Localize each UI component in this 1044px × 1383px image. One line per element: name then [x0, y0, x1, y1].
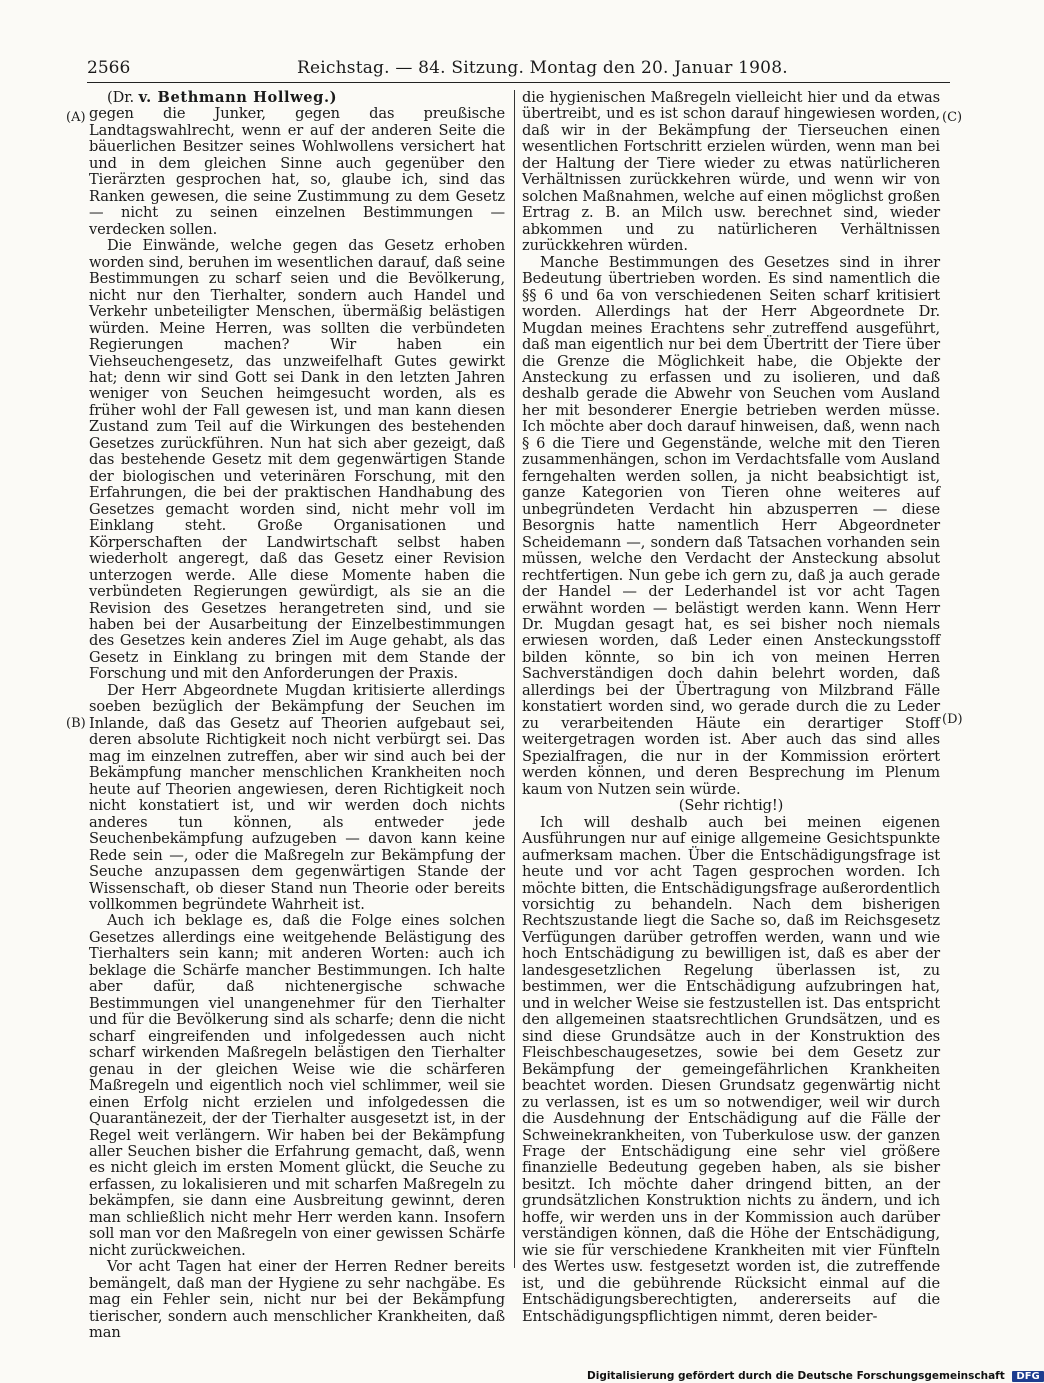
- paragraph: Ich will deshalb auch bei meinen eigenen Ausführungen nur auf einige allgemeine Gesichtspunkte aufmerksam machen. Über die Entschädigungsfrage ist heute und vor acht Tagen gesprochen worden. Ich möchte bitten, die Entschädigungsfrage außerordentlich vorsichtig zu behandeln. Nach dem bisherigen Rechtszustande liegt die Sache so, daß im Reichsgesetz Verfügungen darüber getroffen werden, wann und wie hoch Entschädigung zu bewilligen ist, daß es aber der landesgesetzlichen Regelung überlassen ist, zu bestimmen, wer die Entschädigung aufzubringen hat, und in welcher Weise sie festzustellen ist. Das entspricht den allgemeinen staatsrechtlichen Grundsätzen, und es sind diese Grundsätze auch in der Konstruktion des Fleischbeschaugesetzes, sowie bei dem Gesetz zur Bekämpfung der gemeingefährlichen Krankheiten beachtet worden. Diesen Grundsatz gegenwärtig nicht zu verlassen, ist es um so notwendiger, weil wir durch die Ausdehnung der Entschädigung auf die Fälle der Schweinekrankheiten, von Tuberkulose usw. der ganzen Frage der Entschädigung eine sehr viel größere finanzielle Bedeutung gegeben haben, als sie bisher besitzt. Ich möchte daher dringend bitten, an der grundsätzlichen Konstruktion nichts zu ändern, und ich hoffe, wir werden uns in der Kommission auch darüber verständigen können, daß die Höhe der Entschädigung, wie sie für verschiedene Krankheiten mit vier Fünfteln des Wertes usw. festgesetzt worden ist, die zutreffende ist, und die gebührende Rücksicht einmal auf die Entschädigungsberechtigten, andererseits auf die Entschädigungspflichtigen nimmt, deren beider-: [522, 813, 940, 1325]
- interjection: (Sehr richtig!): [678, 797, 784, 815]
- paragraph: Der Herr Abgeordnete Mugdan kritisierte allerdings soeben bezüglich der Bekämpfung der Seuchen im Inlande, daß das Gesetz auf Theorien aufgebaut sei, deren absolute Richtigkeit noch nicht verbürgt sei. Das mag im einzelnen zutreffen, aber wir sind auch bei der Bekämpfung mancher menschlichen Krankheiten noch heute auf Theorien angewiesen, deren Richtigkeit noch nicht konstatiert ist, und wir werden doch nichts anderes tun können, als entweder jede Seuchenbekämpfung aufzugeben — davon kann keine Rede sein —, oder die Maßregeln zur Bekämpfung der Seuche anzupassen dem gegenwärtigen Stande der Wissenschaft, ob dieser Stand nun Theorie oder bereits vollkommen begründete Wahrheit ist.: [89, 681, 505, 913]
- paragraph: Vor acht Tagen hat einer der Herren Redner bereits bemängelt, daß man der Hygiene zu sehr nachgäbe. Es mag ein Fehler sein, nicht nur bei der Bekämpfung tierischer, sondern auch menschlicher Krankheiten, daß man: [89, 1258, 505, 1342]
- speaker-prefix: (Dr.: [107, 89, 135, 106]
- left-column: [89, 90, 505, 1342]
- page-number: 2566: [87, 58, 131, 78]
- paragraph: die hygienischen Maßregeln vielleicht hier und da etwas übertreibt, und es ist schon darauf hingewiesen worden, daß wir in der Bekämpfung der Tierseuchen einen wesentlichen Fortschritt erzielen würden, wenn man bei der Haltung der Tiere wieder zu etwas natürlicheren Verhältnissen zurückkehren würde, und wenn wir von solchen Maßnahmen, welche auf einen möglichst großen Ertrag z. B. an Milch usw. berechnet sind, wieder abkommen und zu natürlicheren Verhältnissen zurückkehren würden.: [522, 89, 940, 255]
- page-title: Reichstag. — 84. Sitzung. Montag den 20. Januar 1908.: [297, 58, 788, 78]
- dfg-logo: DFG: [1012, 1371, 1043, 1382]
- speaker-line: [89, 90, 505, 106]
- page-header: [87, 56, 950, 83]
- funding-footer: [587, 1370, 1044, 1383]
- speaker-name: v. Bethmann Hollweg.): [138, 89, 338, 106]
- margin-marker-b: (B): [66, 716, 86, 731]
- paragraph: Auch ich beklage es, daß die Folge eines solchen Gesetzes allerdings eine weitgehende Belästigung des Tierhalters sein kann; mit anderen Worten: auch ich beklage die Schärfe mancher Bestimmungen. Ich halte aber dafür, daß nichtenergische schwache Bestimmungen viel unangenehmer für den Tierhalter und für die Bevölkerung sind als scharfe; denn die nicht scharf eingreifenden und infolgedessen auch nicht scharf wirkenden Maßregeln belästigen den Tierhalter genau in der gleichen Weise wie die schärferen Maßregeln und eigentlich noch viel schlimmer, weil sie einen Erfolg nicht erzielen und infolgedessen die Quarantänezeit, der der Tierhalter ausgesetzt ist, in der Regel weit verlängern. Wir haben bei der Bekämpfung aller Seuchen bisher die Erfahrung gemacht, daß, wenn es nicht gleich im ersten Moment glückt, die Seuche zu erfassen, zu lokalisieren und mit scharfen Maßregeln zu bekämpfen, sie dann eine Ausbreitung gewinnt, deren man schließlich nicht mehr Herr werden kann. Insofern soll man vor den Maßregeln von einer gewissen Schärfe nicht zurückweichen.: [89, 912, 505, 1259]
- column-divider: [514, 90, 515, 1268]
- paragraph: Die Einwände, welche gegen das Gesetz erhoben worden sind, beruhen im wesentlichen darauf, daß seine Bestimmungen zu scharf seien und die Bevölkerung, nicht nur den Tierhalter, sondern auch Handel und Verkehr unbeteiligter Menschen, übermäßig belästigen würden. Meine Herren, was sollten die verbündeten Regierungen machen? Wir haben ein Viehseuchengesetz, das unzweifelhaft Gutes gewirkt hat; denn wir sind Gott sei Dank in den letzten Jahren weniger von Seuchen heimgesucht worden, als es früher wohl der Fall gewesen ist, und man kann diesen Zustand zum Teil auf die Wirkungen des bestehenden Gesetzes zurückführen. Nun hat sich aber gezeigt, daß das bestehende Gesetz mit dem gegenwärtigen Stande der biologischen und veterinären Forschung, mit den Erfahrungen, die bei der praktischen Handhabung des Gesetzes gemacht worden sind, nicht mehr voll im Einklang steht. Große Organisationen und Körperschaften der Landwirtschaft selbst haben wiederholt angeregt, daß das Gesetz einer Revision unterzogen werde. Alle diese Momente haben die verbündeten Regierungen gewürdigt, als sie an die Revision des Gesetzes herangetreten sind, und sie haben bei der Ausarbeitung der Einzelbestimmungen des Gesetzes kein anderes Ziel im Auge gehabt, als das Gesetz in Einklang zu bringen mit dem Stande der Forschung und mit den Anforderungen der Praxis.: [89, 237, 505, 683]
- margin-marker-c: (C): [942, 110, 963, 125]
- right-column: [522, 90, 940, 1325]
- footer-text: Digitalisierung gefördert durch die Deutsche Forschungsgemeinschaft: [587, 1370, 1005, 1382]
- paragraph: Manche Bestimmungen des Gesetzes sind in ihrer Bedeutung übertrieben worden. Es sind namentlich die §§ 6 und 6a von verschiedenen Seiten scharf kritisiert worden. Allerdings hat der Herr Abgeordnete Dr. Mugdan meines Erachtens sehr zutreffend ausgeführt, daß man eigentlich nur bei dem Übertritt der Tiere über die Grenze die Möglichkeit habe, die Objekte der Ansteckung zu erfassen und zu isolieren, und daß deshalb gerade die Abwehr von Seuchen vom Ausland her mit besonderer Energie betrieben werden müsse. Ich möchte aber doch darauf hinweisen, daß, wenn nach § 6 die Tiere und Gegenstände, welche mit den Tieren zusammenhängen, schon im Verdachtsfalle vom Ausland ferngehalten werden sollen, ja nicht beabsichtigt ist, ganze Kategorien von Tieren ohne weiteres auf unbegründeten Verdacht hin abzusperren — diese Besorgnis hatte namentlich Herr Abgeordneter Scheidemann —, sondern daß Tatsachen vorhanden sein müssen, welche den Verdacht der Ansteckung absolut rechtfertigen. Nun gebe ich gern zu, daß ja auch gerade der Handel — der Lederhandel ist vor acht Tagen erwähnt worden — belästigt werden kann. Wenn Herr Dr. Mugdan gesagt hat, es sei bisher noch niemals erwiesen worden, daß Leder einen Ansteckungsstoff bilden könnte, so bin ich von meinen Herren Sachverständigen doch dahin belehrt worden, daß allerdings bei der Übertragung von Milzbrand Fälle konstatiert worden sind, wo gerade durch die zu Leder zu verarbeitenden Häute ein derartiger Stoff weitergetragen worden ist. Aber auch das sind alles Spezialfragen, die nur in der Kommission erörtert werden können, und deren Besprechung im Plenum kaum von Nutzen sein würde.: [522, 253, 940, 798]
- margin-marker-d: (D): [942, 712, 963, 727]
- margin-marker-a: (A): [66, 110, 86, 125]
- paragraph: gegen die Junker, gegen das preußische Landtagswahlrecht, wenn er auf der anderen Seite die bäuerlichen Besitzer seines Wohlwollens versichert hat und in dem gleichen Sinne auch gegenüber den Tierärzten gesprochen hat, so, glaube ich, sind das Ranken gewesen, die seine Zustimmung zu dem Gesetz — nicht zu seinen einzelnen Bestimmungen — verdecken sollen.: [89, 105, 505, 238]
